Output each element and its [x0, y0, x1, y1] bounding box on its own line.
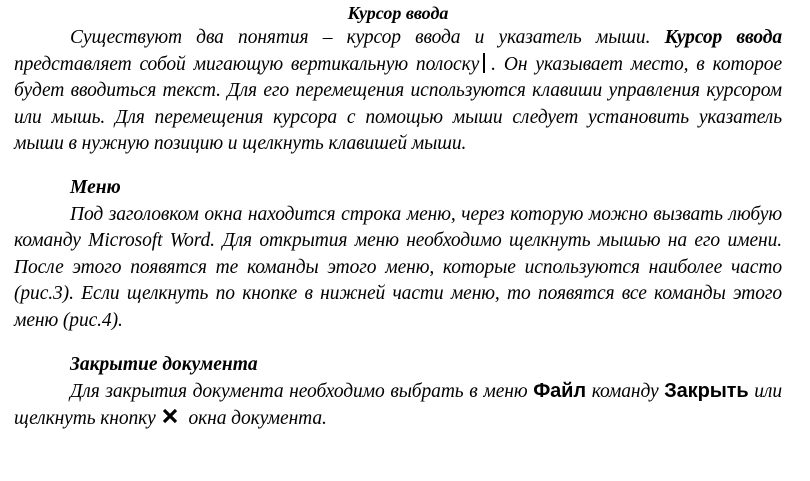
menu-name-file: Файл	[533, 380, 586, 403]
paragraph-menu: Под заголовком окна находится строка меню, через которую можно вызвать любую команду Microsoft Word. Для открытия меню необходимо щелкнуть мышью на его имени. После этого появятся те команды этого меню, которые используются наиболее часто (рис.3). Если щелкнуть по кнопке в нижней части меню, то появятся все команды этого меню (рис.4).	[14, 203, 782, 331]
heading-close-document: Закрытие документа	[70, 353, 258, 375]
paragraph-input-cursor	[14, 25, 782, 158]
command-name-close: Закрыть	[664, 380, 749, 403]
text-run: команду	[585, 381, 665, 403]
text-run: представляет собой мигающую вертикальную полоску	[14, 53, 480, 75]
paragraph-close-document	[14, 378, 782, 432]
close-x-icon	[162, 408, 178, 424]
text-run: Для закрытия документа необходимо выбрать в меню	[70, 381, 534, 403]
document-title: Курсор ввода	[347, 3, 449, 23]
bold-term-input-cursor: Курсор ввода	[664, 27, 782, 48]
heading-menu: Меню	[70, 176, 121, 198]
document-page	[14, 0, 782, 432]
text-run: или щелкнуть кнопку	[14, 381, 782, 429]
text-run: . Он указывает место, в которое будет вводиться текст. Для его перемещения используются клавиши управления курсором или мышь. Для перемещения курсора с помощью мыши следует установить указатель мыши в нужную позицию и щелкнуть клавишей мыши.	[14, 53, 783, 155]
text-cursor-icon	[483, 53, 485, 73]
text-run: окна документа.	[183, 407, 327, 429]
text-run: Существуют два понятия – курсор ввода и указатель мыши.	[70, 27, 665, 48]
